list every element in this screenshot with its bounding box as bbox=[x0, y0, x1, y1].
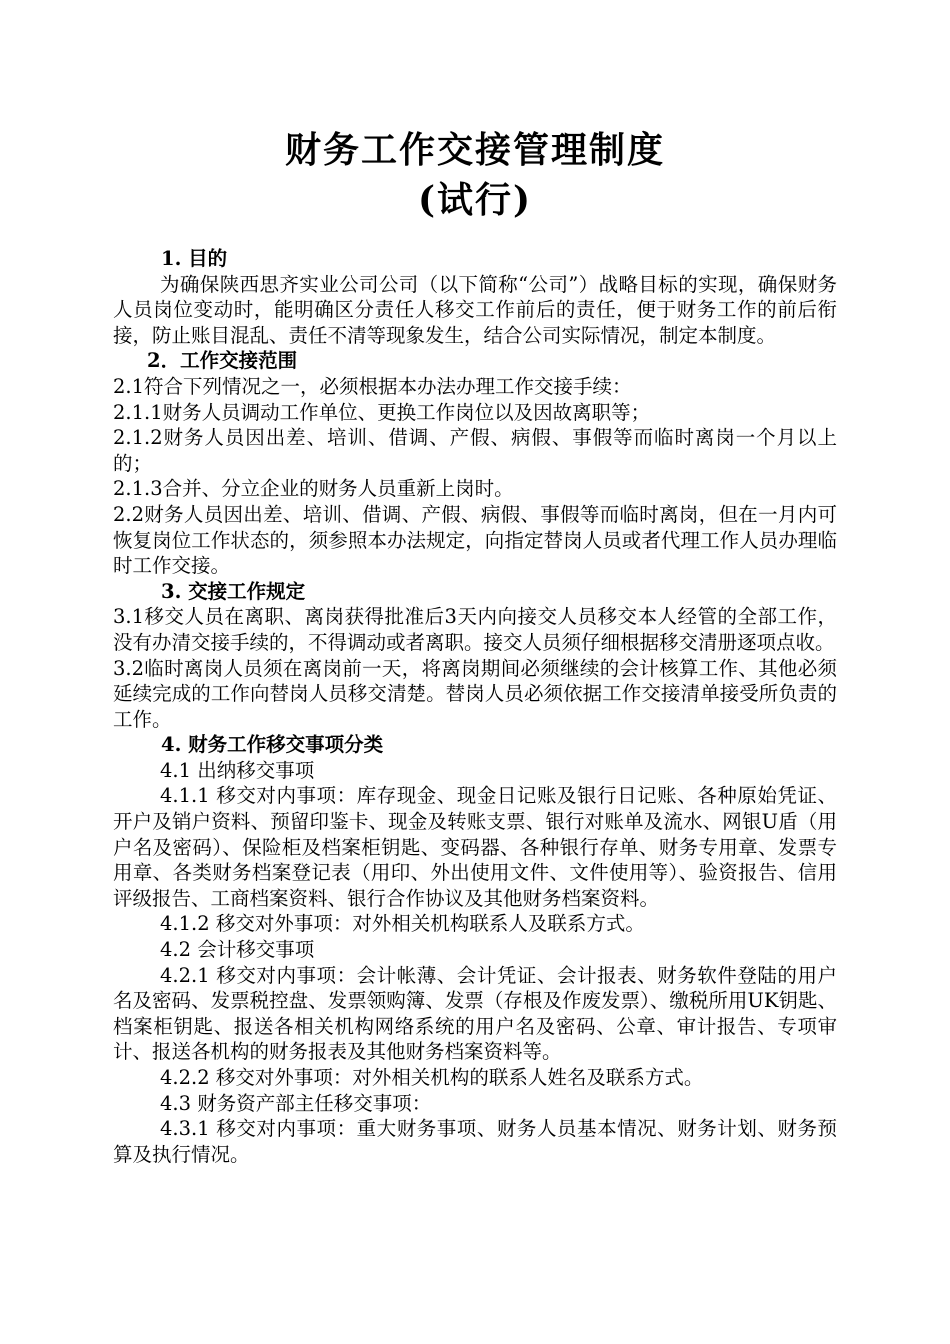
section-heading-categories: 4. 财务工作移交事项分类 bbox=[161, 733, 384, 757]
clause-4-1-1: 4.1.1 移交对内事项：库存现金、现金日记账及银行日记账、各种原始凭证、开户及销户资料、预留印鉴卡、现金及转账支票、银行对账单及流水、网银U盾（用户名及密码）、保险柜及档案柜钥匙、变码器、各种银行存单、财务专用章、发票专用章、各类财务档案登记表（用印、外出使用文件、文件使用等）、验资报告、信用评级报告、工商档案资料、银行合作协议及其他财务档案资料。 bbox=[113, 784, 837, 910]
clause-2-1: 2.1符合下列情况之一，必须根据本办法办理工作交接手续： bbox=[113, 374, 632, 398]
clause-2-1-3: 2.1.3合并、分立企业的财务人员重新上岗时。 bbox=[113, 477, 514, 501]
clause-4-1-2: 4.1.2 移交对外事项：对外相关机构联系人及联系方式。 bbox=[160, 912, 645, 936]
clause-3-2: 3.2临时离岗人员须在离岗前一天，将离岗期间必须继续的会计核算工作、其他必须延续完成的工作向替岗人员移交清楚。替岗人员必须依据工作交接清单接受所负责的工作。 bbox=[113, 656, 837, 731]
clause-4-1: 4.1 出纳移交事项 bbox=[160, 758, 315, 782]
section-heading-scope: 2．工作交接范围 bbox=[147, 349, 298, 373]
clause-2-1-2: 2.1.2财务人员因出差、培训、借调、产假、病假、事假等而临时离岗一个月以上的； bbox=[113, 426, 837, 475]
clause-4-3: 4.3 财务资产部主任移交事项： bbox=[160, 1091, 432, 1115]
document-subtitle: (试行) bbox=[417, 179, 533, 221]
clause-2-1-1: 2.1.1财务人员调动工作单位、更换工作岗位以及因故离职等； bbox=[113, 400, 651, 424]
paragraph-purpose: 为确保陕西思齐实业公司公司（以下简称“公司”）战略目标的实现，确保财务人员岗位变动时，能明确区分责任人移交工作前后的责任，便于财务工作的前后衔接，防止账目混乱、责任不清等现象发生，结合公司实际情况，制定本制度。 bbox=[113, 272, 837, 347]
clause-2-2: 2.2财务人员因出差、培训、借调、产假、病假、事假等而临时离岗，但在一月内可恢复岗位工作状态的，须参照本办法规定，向指定替岗人员或者代理工作人员办理临时工作交接。 bbox=[113, 502, 837, 578]
document-title: 财务工作交接管理制度 bbox=[284, 129, 665, 171]
clause-4-3-1: 4.3.1 移交对内事项：重大财务事项、财务人员基本情况、财务计划、财务预算及执行情况。 bbox=[113, 1117, 837, 1166]
section-heading-rules: 3. 交接工作规定 bbox=[161, 579, 306, 603]
clause-4-2-1: 4.2.1 移交对内事项：会计帐薄、会计凭证、会计报表、财务软件登陆的用户名及密码、发票税控盘、发票领购簿、发票（存根及作废发票）、缴税所用UK钥匙、档案柜钥匙、报送各相关机构网络系统的用户名及密码、公章、审计报告、专项审计、报送各机构的财务报表及其他财务档案资料等。 bbox=[113, 963, 837, 1064]
clause-4-2: 4.2 会计移交事项 bbox=[160, 938, 315, 962]
document-body bbox=[113, 246, 837, 1167]
clause-3-1: 3.1移交人员在离职、离岗获得批准后3天内向接交人员移交本人经管的全部工作，没有办清交接手续的，不得调动或者离职。接交人员须仔细根据移交清册逐项点收。 bbox=[113, 605, 837, 654]
clause-4-2-2: 4.2.2 移交对外事项：对外相关机构的联系人姓名及联系方式。 bbox=[160, 1066, 704, 1089]
section-heading-purpose: 1. 目的 bbox=[161, 247, 228, 270]
